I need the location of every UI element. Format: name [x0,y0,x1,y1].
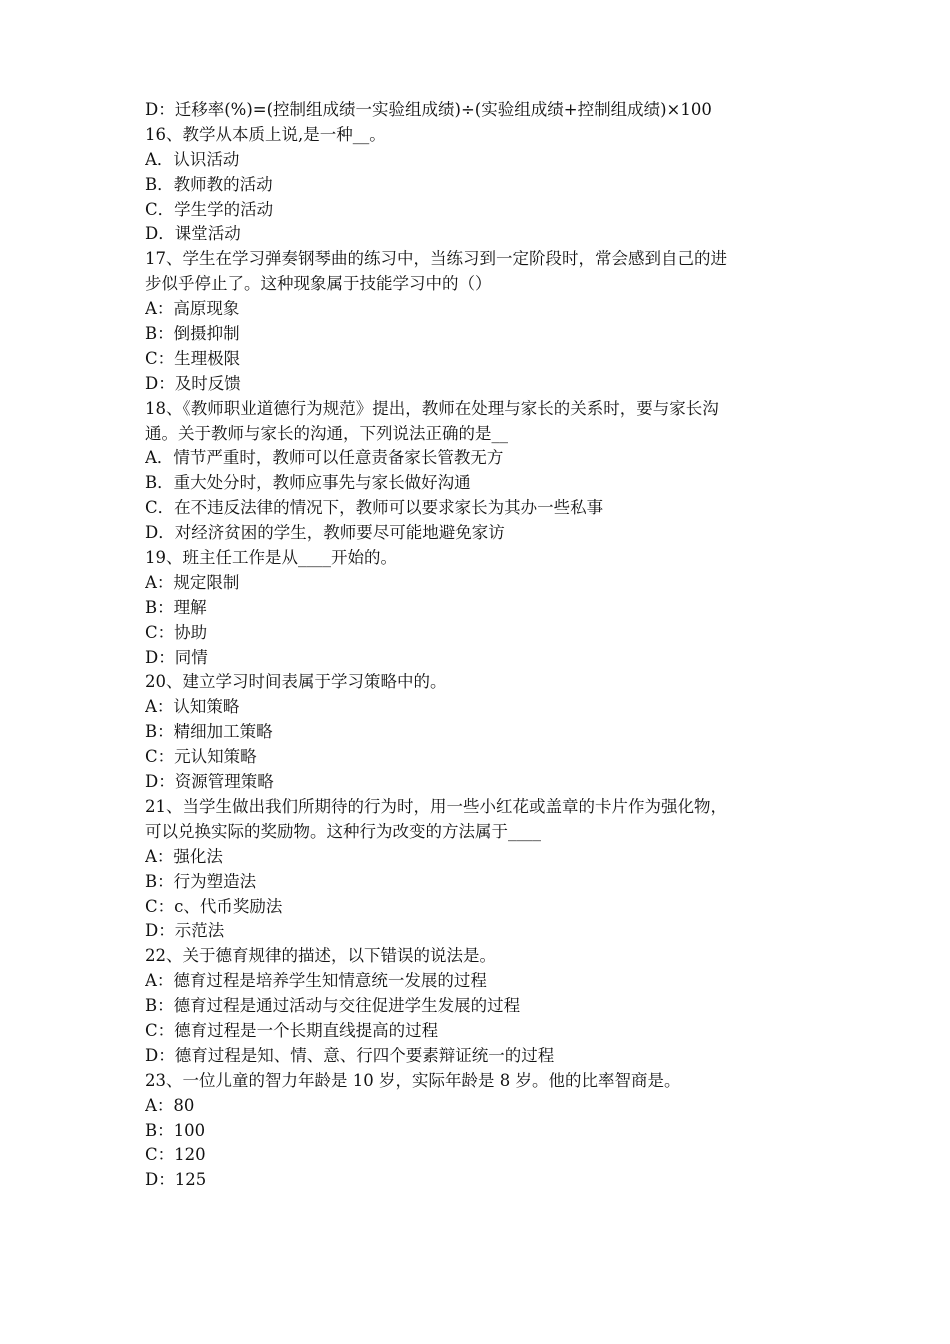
option-line: B．教师教的活动 [145,174,273,194]
option-line: A：认知策略 [145,697,240,717]
option-line: A．认识活动 [145,149,240,169]
question-line: 可以兑换实际的奖励物。这种行为改变的方法属于____ [145,821,541,841]
option-line: D：示范法 [145,921,225,941]
option-line: A：规定限制 [145,572,240,592]
option-line: C：德育过程是一个长期直线提高的过程 [145,1020,439,1040]
option-line: D：资源管理策略 [145,772,274,792]
question-line: 20、建立学习时间表属于学习策略中的。 [145,672,447,692]
question-line: 17、学生在学习弹奏钢琴曲的练习中，当练习到一定阶段时，常会感到自己的进 [145,249,727,269]
question-line: 19、班主任工作是从____开始的。 [145,548,397,568]
option-line: B：精细加工策略 [145,722,273,742]
option-line: D：迁移率(%)=(控制组成绩一实验组成绩)÷(实验组成绩+控制组成绩)×100 [145,100,712,119]
option-line: A：高原现象 [145,299,240,319]
question-line: 步似乎停止了。这种现象属于技能学习中的（） [145,274,492,294]
option-line: C：协助 [145,622,208,642]
question-line: 23、一位儿童的智力年龄是 10 岁，实际年龄是 8 岁。他的比率智商是。 [145,1070,681,1090]
question-line: 16、教学从本质上说,是一种__。 [145,124,386,144]
option-line: A：强化法 [145,846,223,866]
option-line: B：理解 [145,597,207,617]
option-line: D：同情 [145,647,208,667]
question-line: 18、《教师职业道德行为规范》提出，教师在处理与家长的关系时，要与家长沟 [145,398,719,418]
option-line: C．学生学的活动 [145,199,274,219]
question-line: 通。关于教师与家长的沟通，下列说法正确的是__ [145,423,508,443]
option-line: B：德育过程是通过活动与交往促进学生发展的过程 [145,996,521,1016]
option-line: C．在不违反法律的情况下，教师可以要求家长为其办一些私事 [145,498,604,518]
option-line: C：c、代币奖励法 [145,896,283,916]
option-line: C：生理极限 [145,348,241,368]
question-line: 22、关于德育规律的描述，以下错误的说法是。 [145,946,496,966]
document-body [145,98,815,1193]
option-line: B：100 [145,1120,206,1140]
option-line: B：行为塑造法 [145,871,257,891]
option-line: A：80 [145,1095,195,1115]
option-line: D．对经济贫困的学生，教师要尽可能地避免家访 [145,523,505,543]
option-line: C：元认知策略 [145,747,257,767]
option-line: D：125 [145,1170,207,1190]
option-line: B：倒摄抑制 [145,324,240,344]
option-line: D．课堂活动 [145,224,241,244]
option-line: D：德育过程是知、情、意、行四个要素辩证统一的过程 [145,1045,555,1065]
option-line: B．重大处分时，教师应事先与家长做好沟通 [145,473,471,493]
option-line: C：120 [145,1145,206,1165]
option-line: D：及时反馈 [145,373,241,393]
option-line: A．情节严重时，教师可以任意责备家长管教无方 [145,448,504,468]
question-line: 21、当学生做出我们所期待的行为时，用一些小红花或盖章的卡片作为强化物， [145,796,727,816]
option-line: A：德育过程是培养学生知情意统一发展的过程 [145,971,487,991]
